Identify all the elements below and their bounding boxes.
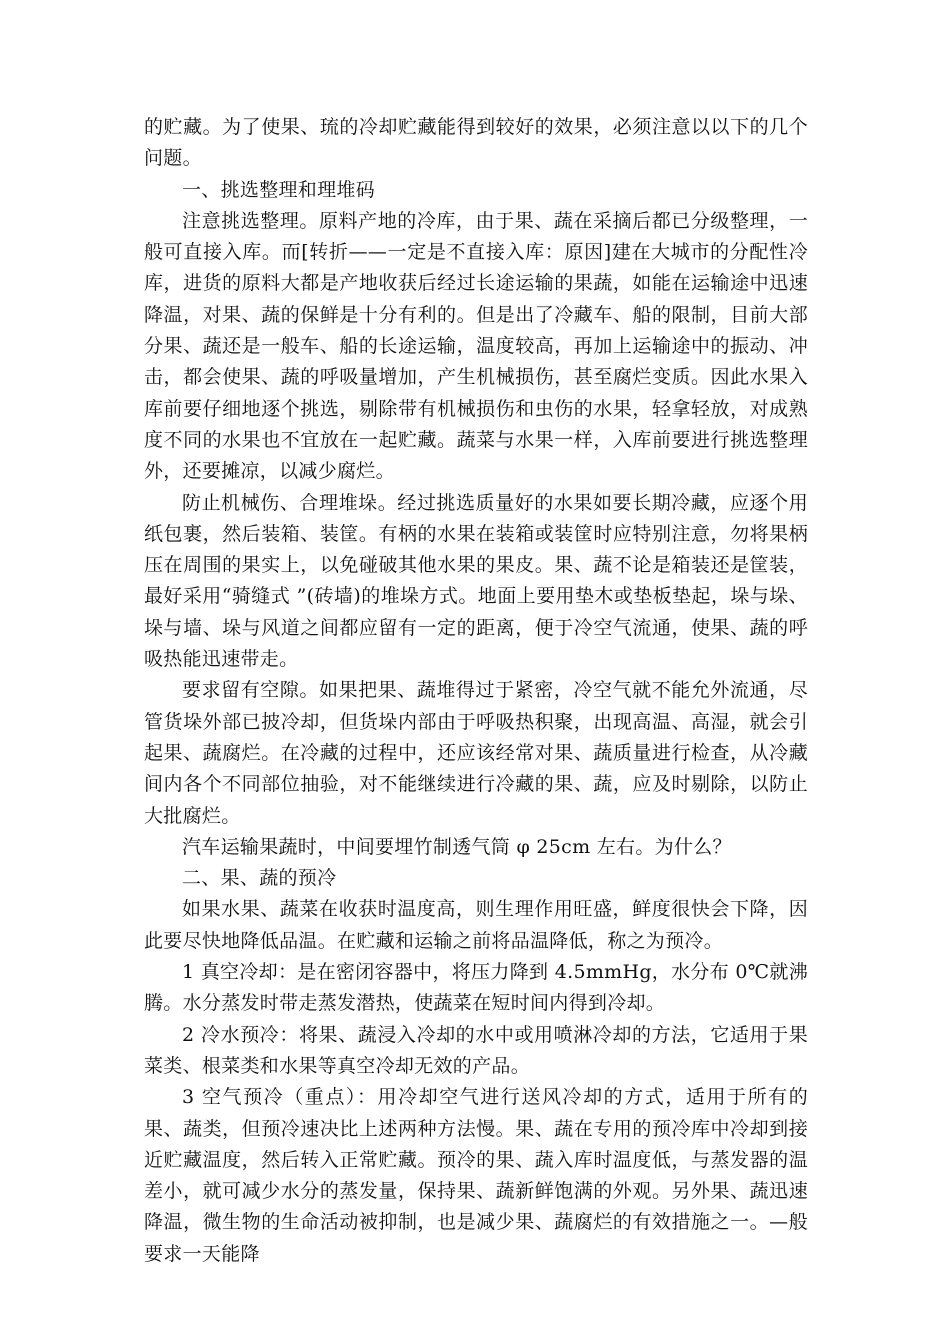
paragraph-transport-question: 汽车运输果蔬时，中间要埋竹制透气筒 φ 25cm 左右。为什么？ <box>182 835 732 858</box>
paragraph-sorting: 注意挑选整理。原料产地的冷库，由于果、蔬在采摘后都已分级整理，一般可直接入库。而[转折——一定是不直接入库：原因]建在大城市的分配性冷库，进货的原料大都是产地收获后经过长途运输的果蔬，如能在运输途中迅速降温，对果、蔬的保鲜是十分有利的。但是出了冷藏车、船的限制，目前大部分果、蔬还是一般车、船的长途运输，温度较高，再加上运输途中的振动、冲击，都会使果、蔬的呼吸量增加，产生机械损伤，甚至腐烂变质。因此水果入库前要仔细地逐个挑选，剔除带有机械损伤和虫伤的水果，轻拿轻放，对成熟度不同的水果也不宜放在一起贮藏。蔬菜与水果一样，入库前要进行挑选整理外，还要摊凉，以减少腐烂。 <box>144 209 808 483</box>
paragraph-stacking: 防止机械伤、合理堆垛。经过挑选质量好的水果如要长期冷藏，应逐个用纸包裹，然后装箱、装筐。有柄的水果在装箱或装筐时应特别注意，勿将果柄压在周围的果实上，以免碰破其他水果的果皮。果、蔬不论是箱装还是筐装，最好采用“骑缝式 ”(砖墙)的堆垛方式。地面上要用垫木或垫板垫起，垛与垛、垛与墙、垛与风道之间都应留有一定的距离，便于冷空气流通，使果、蔬的呼吸热能迅速带走。 <box>144 491 808 671</box>
section-heading-sorting-stacking: 一、挑选整理和理堆码 <box>182 178 376 201</box>
paragraph-continuation: 的贮藏。为了使果、琉的冷却贮藏能得到较好的效果，必须注意以以下的几个问题。 <box>144 116 808 170</box>
paragraph-water-cooling: 2 冷水预冷：将果、蔬浸入冷却的水中或用喷淋冷却的方法，它适用于果菜类、根菜类和水果等真空冷却无效的产品。 <box>144 1023 808 1077</box>
document-page <box>144 112 808 1270</box>
paragraph-spacing: 要求留有空隙。如果把果、蔬堆得过于紧密，冷空气就不能允外流通，尽管货垛外部已披冷却，但货垛内部由于呼吸热积聚，出现高温、高湿，就会引起果、蔬腐烂。在冷藏的过程中，还应该经常对果、蔬质量进行检查，从冷藏间内各个不同部位抽验，对不能继续进行冷藏的果、蔬，应及时剔除，以防止大批腐烂。 <box>144 679 808 827</box>
paragraph-vacuum-cooling: 1 真空冷却：是在密闭容器中，将压力降到 4.5mmHg，水分布 0℃就沸腾。水分蒸发时带走蒸发潜热，使蔬菜在短时间内得到冷却。 <box>144 961 808 1015</box>
paragraph-precooling-intro: 如果水果、蔬菜在收获时温度高，则生理作用旺盛，鲜度很快会下降，因此要尽快地降低品温。在贮藏和运输之前将品温降低，称之为预冷。 <box>144 898 808 952</box>
section-heading-precooling: 二、果、蔬的预冷 <box>182 867 337 890</box>
paragraph-air-cooling: 3 空气预冷（重点）：用冷却空气进行送风冷却的方式，适用于所有的果、蔬类，但预冷速决比上述两种方法慢。果、蔬在专用的预冷库中冷却到接近贮藏温度，然后转入正常贮藏。预冷的果、蔬入库时温度低，与蒸发器的温差小，就可减少水分的蒸发量，保持果、蔬新鲜饱满的外观。另外果、蔬迅速降温，微生物的生命活动被抑制，也是减少果、蔬腐烂的有效措施之一。—般要求一天能降 <box>144 1086 808 1265</box>
